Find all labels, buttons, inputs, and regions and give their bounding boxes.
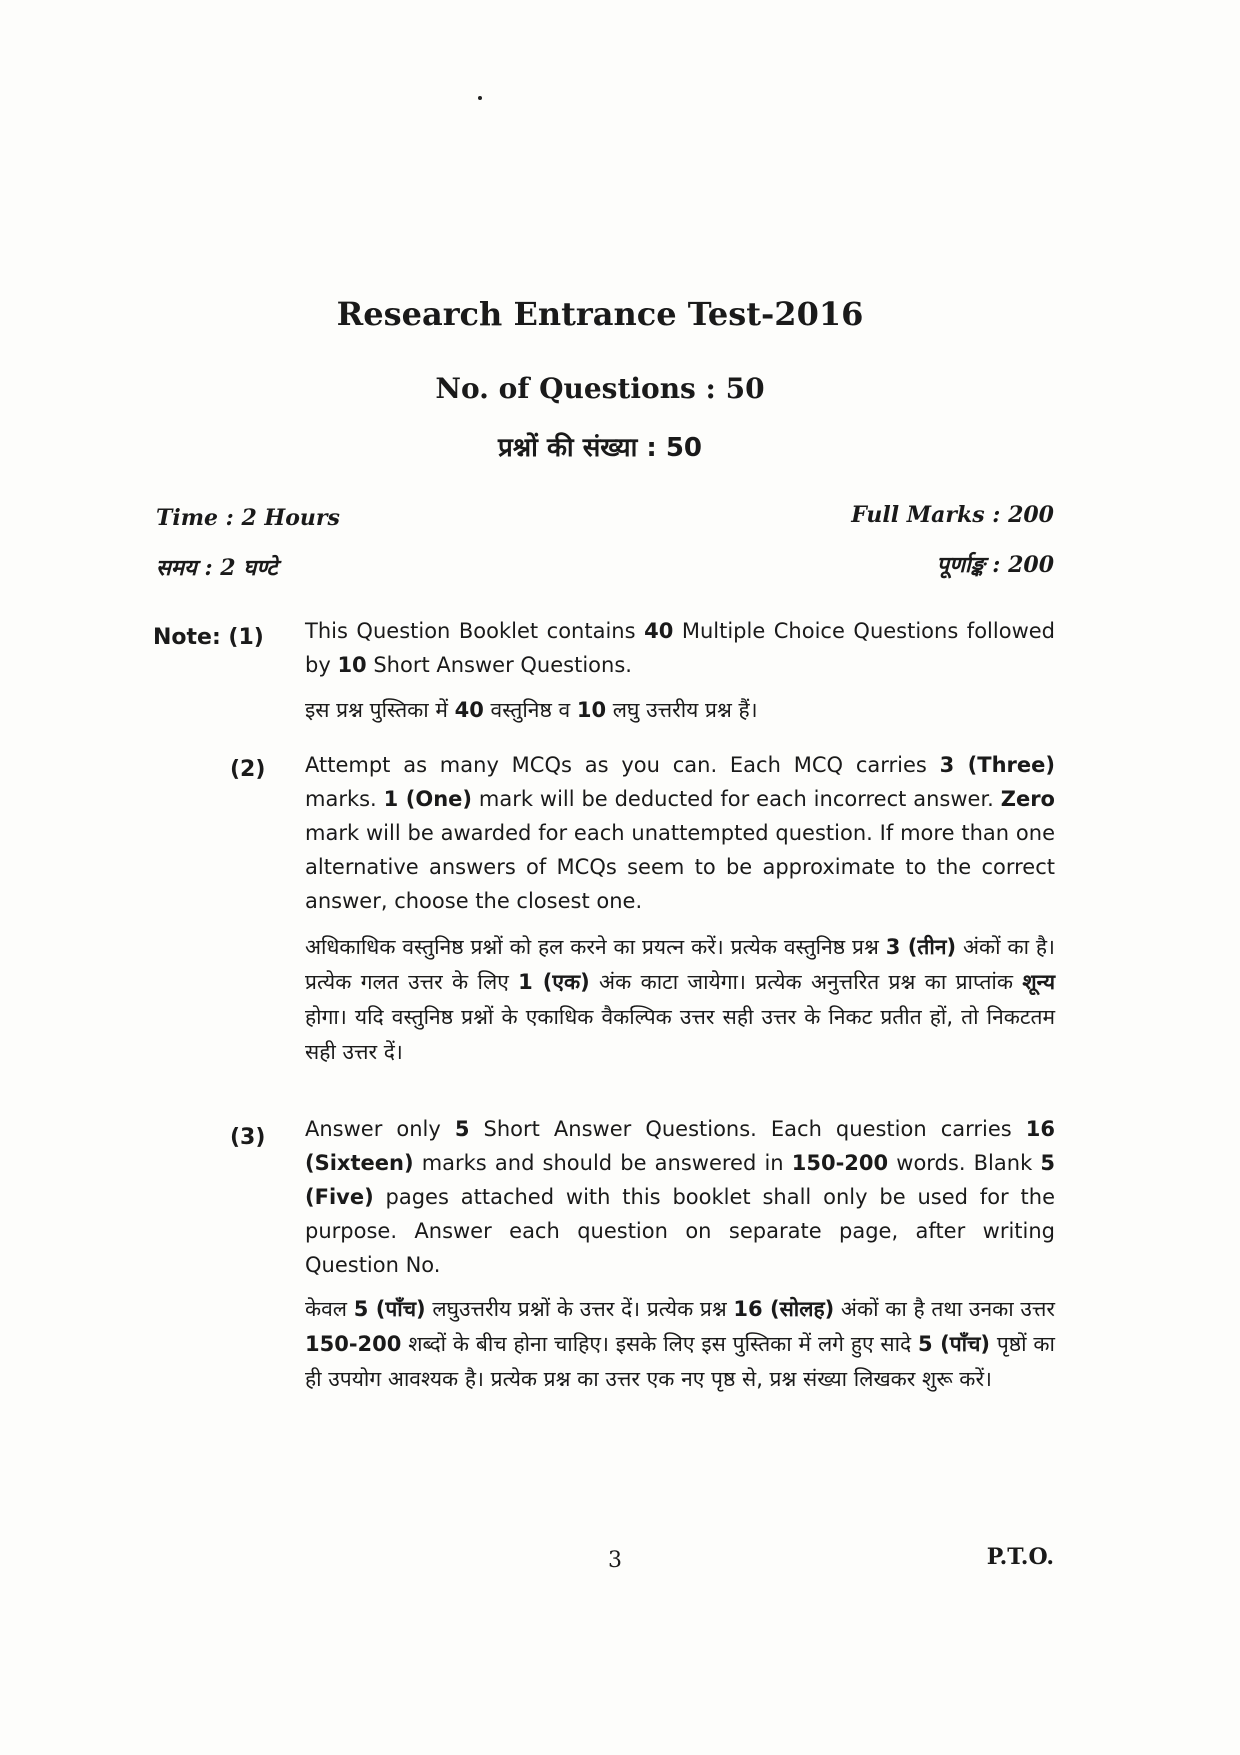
note-2-hindi: अधिकाधिक वस्तुनिष्ठ प्रश्नों को हल करने का प्रयत्न करें। प्रत्येक वस्तुनिष्ठ प्रश्न 3 (तीन) अंकों का है। प्रत्येक गलत उत्तर के लिए 1 (एक) अंक काटा जायेगा। प्रत्येक अनुत्तरित प्रश्न का प्राप्तांक शून्य होगा। यदि वस्तुनिष्ठ प्रश्नों के एकाधिक वैकल्पिक उत्तर सही उत्तर के निकट प्रतीत हों, तो निकटतम सही उत्तर दें। [305,935,1056,1064]
note-label: Note: (1) [153,625,264,650]
note-1-english: This Question Booklet contains 40 Multiple Choice Questions followed by 10 Short Answer Questions. [305,619,1055,677]
full-marks-en: Full Marks : 200 [851,502,1054,528]
note-2-label: (2) [230,757,266,782]
stray-dot [478,96,482,100]
note-2-english: Attempt as many MCQs as you can. Each MCQ carries 3 (Three) marks. 1 (One) mark will be deducted for each incorrect answer. Zero mark will be awarded for each unattempted question. If more than one alternative answers of MCQs seem to be approximate to the correct answer, choose the closest one. [305,753,1055,913]
questions-count-en: No. of Questions : 50 [435,372,765,405]
time-hi: समय : 2 घण्टे [156,555,278,581]
pto-label: P.T.O. [986,1544,1054,1570]
full-marks-hi: पूर्णाङ्क : 200 [936,552,1054,578]
note-3-hindi: केवल 5 (पाँच) लघुउत्तरीय प्रश्नों के उत्तर दें। प्रत्येक प्रश्न 16 (सोलह) अंकों का है तथा उनका उत्तर 150-200 शब्दों के बीच होना चाहिए। इसके लिए इस पुस्तिका में लगे हुए सादे 5 (पाँच) पृष्ठों का ही उपयोग आवश्यक है। प्रत्येक प्रश्न का उत्तर एक नए पृष्ठ से, प्रश्न संख्या लिखकर शुरू करें। [305,1297,1055,1391]
note-3-english: Answer only 5 Short Answer Questions. Each question carries 16 (Sixteen) marks and should be answered in 150-200 words. Blank 5 (Five) pages attached with this booklet shall only be used for the purpose. Answer each question on separate page, after writing Question No. [305,1117,1055,1277]
note-3-label: (3) [230,1125,266,1150]
page-title: Research Entrance Test-2016 [336,295,864,333]
note-1-hindi: इस प्रश्न पुस्तिका में 40 वस्तुनिष्ठ व 10 लघु उत्तरीय प्रश्न हैं। [305,698,758,722]
time-en: Time : 2 Hours [156,505,340,531]
page-number: 3 [608,1548,622,1573]
questions-count-hi: प्रश्नों की संख्या : 50 [498,433,702,463]
